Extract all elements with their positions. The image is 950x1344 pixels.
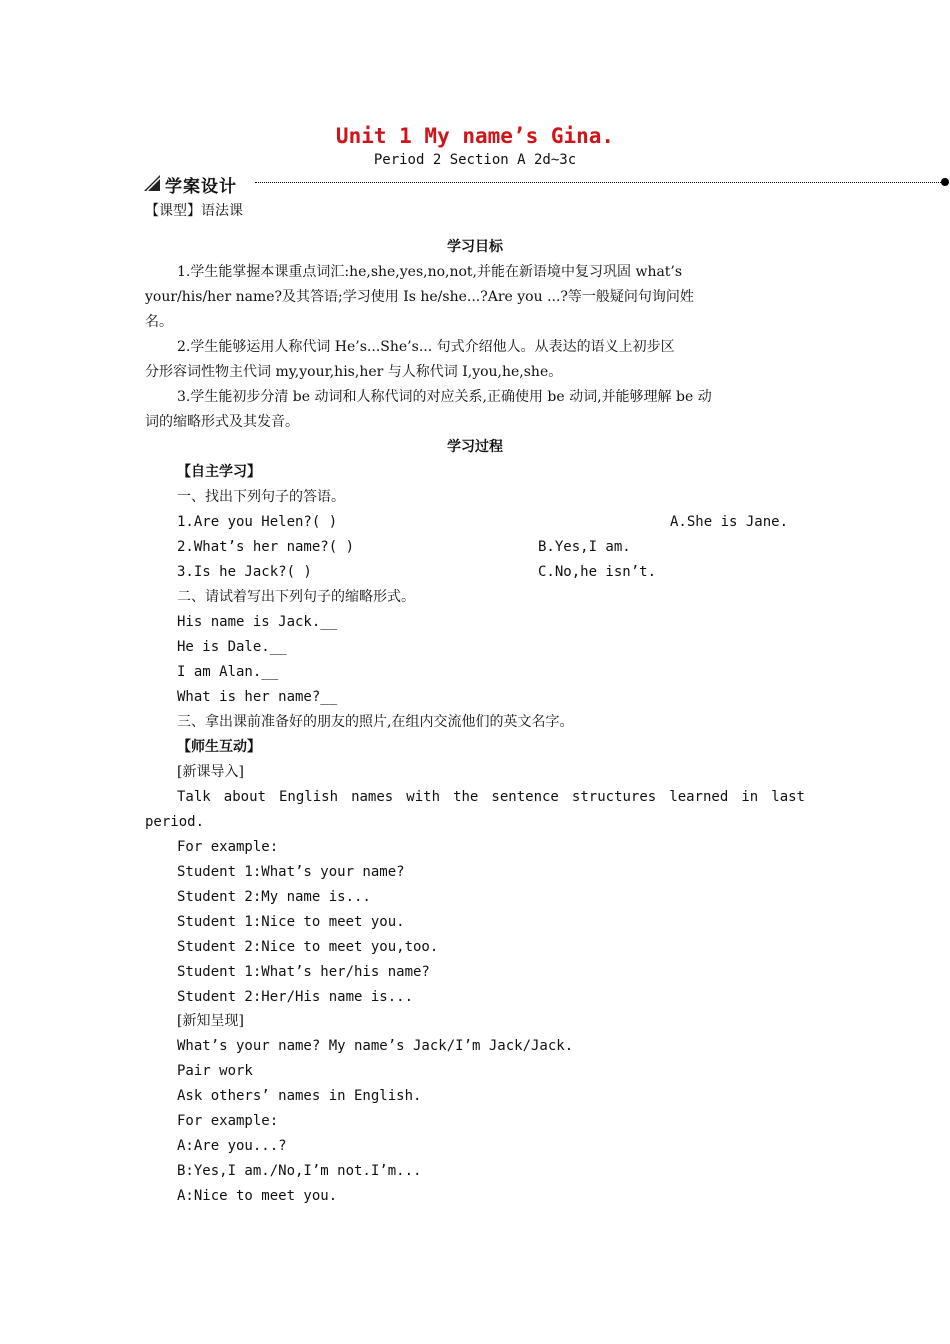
interaction-heading: 【师生互动】 xyxy=(177,739,261,755)
objective-2-line-2: 分形容词性物主代词 my,your,his,her 与人称代词 I,you,he,she。 xyxy=(145,364,563,380)
pair-work-instruction: Ask others’ names in English. xyxy=(177,1088,422,1104)
objective-1-line-2: your/his/her name?及其答语;学习使用 Is he/she...?Are you ...?等一般疑问句询问姓 xyxy=(145,289,694,305)
objective-3-line-2: 词的缩略形式及其发音。 xyxy=(145,414,299,430)
objective-1-line-3: 名。 xyxy=(145,314,173,330)
task-3: 三、拿出课前准备好的朋友的照片,在组内交流他们的英文名字。 xyxy=(177,714,574,730)
new-knowledge-line-1: What’s your name? My name’s Jack/I’m Jack/Jack. xyxy=(177,1038,574,1054)
objective-2-line-1: 2.学生能够运用人称代词 He’s...She’s... 句式介绍他人。从表达的语义上初步区 xyxy=(177,339,675,355)
dialogue-line-3: Student 1:Nice to meet you. xyxy=(177,914,405,930)
pen-icon xyxy=(143,174,161,192)
self-study-heading: 【自主学习】 xyxy=(177,464,261,480)
task-1: 一、找出下列句子的答语。 xyxy=(177,489,345,505)
intro-line-1: Talk about English names with the sentence structures learned in last xyxy=(177,789,805,805)
banner-label: 学案设计 xyxy=(165,177,237,197)
contraction-3: I am Alan.__ xyxy=(177,664,279,680)
intro-line-2: period. xyxy=(145,814,205,830)
new-knowledge-heading: [新知呈现] xyxy=(177,1013,244,1029)
example-label-1: For example: xyxy=(177,839,279,855)
contraction-4: What is her name?__ xyxy=(177,689,338,705)
contraction-2: He is Dale.__ xyxy=(177,639,287,655)
task-2: 二、请试着写出下列句子的缩略形式。 xyxy=(177,589,415,605)
dotted-divider xyxy=(255,182,941,183)
course-type: 【课型】语法课 xyxy=(145,203,243,219)
objective-3-line-1: 3.学生能初步分清 be 动词和人称代词的对应关系,正确使用 be 动词,并能够理解 be 动 xyxy=(177,389,712,405)
pair-dialogue-1: A:Are you...? xyxy=(177,1138,287,1154)
question-3: 3.Is he Jack?( ) xyxy=(177,564,312,580)
answer-c: C.No,he isn’t. xyxy=(538,564,657,580)
page-title: Unit 1 My name’s Gina. xyxy=(335,124,615,148)
dialogue-line-2: Student 2:My name is... xyxy=(177,889,371,905)
process-heading: 学习过程 xyxy=(447,439,503,455)
example-label-2: For example: xyxy=(177,1113,279,1129)
pair-dialogue-2: B:Yes,I am./No,I’m not.I’m... xyxy=(177,1163,422,1179)
intro-heading: [新课导入] xyxy=(177,764,244,780)
pair-dialogue-3: A:Nice to meet you. xyxy=(177,1188,338,1204)
pair-work-label: Pair work xyxy=(177,1063,253,1079)
answer-a: A.She is Jane. xyxy=(670,514,789,530)
section-banner xyxy=(143,172,950,197)
dialogue-line-5: Student 1:What’s her/his name? xyxy=(177,964,430,980)
contraction-1: His name is Jack.__ xyxy=(177,614,338,630)
objectives-heading: 学习目标 xyxy=(447,239,503,255)
page-subtitle: Period 2 Section A 2d~3c xyxy=(373,152,577,168)
dialogue-line-6: Student 2:Her/His name is... xyxy=(177,989,414,1005)
dialogue-line-1: Student 1:What’s your name? xyxy=(177,864,405,880)
dialogue-line-4: Student 2:Nice to meet you,too. xyxy=(177,939,439,955)
objective-1-line-1: 1.学生能掌握本课重点词汇:he,she,yes,no,not,并能在新语境中复习巩固 what’s xyxy=(177,264,683,280)
question-1: 1.Are you Helen?( ) xyxy=(177,514,338,530)
answer-b: B.Yes,I am. xyxy=(538,539,631,555)
divider-end-dot xyxy=(941,178,949,186)
question-2: 2.What’s her name?( ) xyxy=(177,539,355,555)
